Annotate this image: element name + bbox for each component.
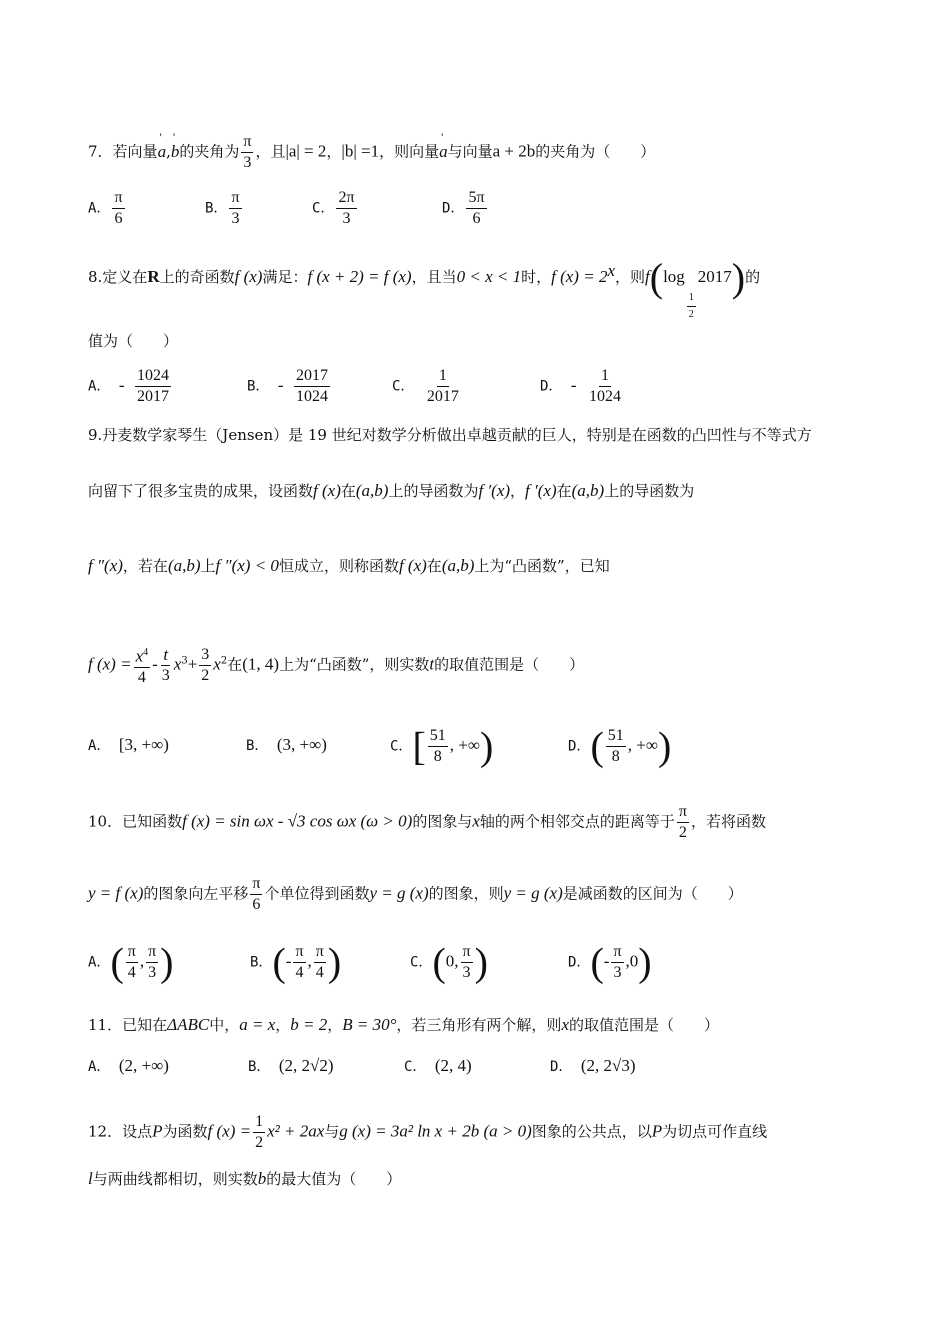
q9-text: 上 <box>200 557 216 575</box>
denominator: 3 <box>462 964 471 981</box>
point-p: P <box>651 1121 663 1141</box>
denominator: 3 <box>613 964 622 981</box>
function-y: y = f (x) <box>88 883 144 903</box>
q9-option-c[interactable] <box>390 723 494 769</box>
numerator: π <box>126 942 138 963</box>
numerator: 2π <box>336 188 356 209</box>
fraction <box>126 942 138 983</box>
q7-text: ，且 <box>255 142 286 161</box>
comma: , <box>166 142 171 161</box>
denominator: 6 <box>472 210 481 227</box>
interval: (a,b) <box>167 556 201 575</box>
left-paren: ( <box>590 723 604 769</box>
q7-text: ， <box>326 142 342 161</box>
fraction <box>229 188 241 229</box>
function: f (x) <box>398 556 427 575</box>
q8-text: 上的奇函数 <box>159 268 235 286</box>
sign: - <box>570 375 577 395</box>
fraction <box>160 645 172 686</box>
q9-text: 在 <box>340 482 356 500</box>
option-label: C． <box>312 200 335 217</box>
q9-text: ， <box>510 482 526 500</box>
right-paren: ) <box>327 939 342 985</box>
q7-text: ，则向量 <box>379 142 440 161</box>
option-label: A． <box>88 954 111 971</box>
q11-text: 中， <box>209 1016 240 1034</box>
q8-text: ，且当 <box>411 268 457 286</box>
numerator: 1024 <box>135 366 171 387</box>
q7-text: 与向量 <box>447 142 493 161</box>
question-9 <box>88 424 812 445</box>
q8-option-c[interactable] <box>392 366 463 407</box>
q10-text: 是减函数的区间为（ ） <box>562 884 743 903</box>
q9-text: 在 <box>426 557 442 575</box>
q11-option-d[interactable] <box>550 1056 636 1076</box>
denominator: 3 <box>231 210 240 227</box>
q12-text: 设点 <box>122 1122 153 1141</box>
exponent: x <box>607 261 615 280</box>
q10-option-d[interactable] <box>568 939 652 985</box>
q9-text: ，若在 <box>122 557 168 575</box>
option-label: D． <box>442 200 465 217</box>
question-number: 7． <box>88 142 113 161</box>
q10-text: ，若将函数 <box>690 812 766 831</box>
fraction <box>134 643 151 688</box>
left-paren: ( <box>590 939 604 985</box>
option-value: [3, +∞) <box>118 735 169 754</box>
variable: x <box>173 654 182 674</box>
question-number: 10． <box>88 812 123 831</box>
q12-text: 与 <box>324 1122 340 1141</box>
q11-text: 已知在 <box>122 1016 168 1034</box>
q8-text: ，则 <box>614 268 645 286</box>
q12-text: 的最大值为（ ） <box>266 1170 402 1188</box>
denominator: 8 <box>611 748 620 765</box>
denominator: 2017 <box>426 388 459 405</box>
option-value: (2, 4) <box>434 1056 472 1075</box>
option-label: B． <box>248 1059 271 1075</box>
fraction <box>293 942 305 983</box>
fraction <box>336 188 356 229</box>
numerator: π <box>241 132 253 153</box>
question-12-line2 <box>88 1168 401 1189</box>
fraction <box>466 188 486 229</box>
line-l: l <box>88 1169 93 1188</box>
denominator: 3 <box>148 964 157 981</box>
q7-option-b[interactable] <box>205 188 244 229</box>
numerator: 1 <box>437 366 449 387</box>
function-g: y = g (x) <box>369 883 429 903</box>
q12-text: 为函数 <box>162 1122 208 1141</box>
option-value: (3, +∞) <box>276 735 327 754</box>
left-paren: ( <box>432 939 446 985</box>
denominator: 3 <box>243 154 252 171</box>
q9-option-b[interactable] <box>246 735 327 755</box>
q12-text: 与两曲线都相切，则实数 <box>92 1170 258 1188</box>
condition: 0 < x < 1 <box>456 267 522 286</box>
condition: b = 2 <box>290 1015 328 1034</box>
fraction <box>677 802 689 843</box>
q9-text: 上为“凸函数”，已知 <box>474 557 610 575</box>
q11-text: ，若三角形有两个解，则 <box>396 1016 562 1034</box>
denominator: 1024 <box>295 388 328 405</box>
function-f: f <box>645 267 650 286</box>
point-p: P <box>152 1121 163 1141</box>
q7-text: 的夹角为（ ） <box>535 142 656 161</box>
function-f: f (x) = <box>207 1121 252 1141</box>
q10-text: 已知函数 <box>122 812 183 831</box>
fraction <box>428 726 448 767</box>
fraction <box>135 366 171 407</box>
numerator: 1 <box>599 366 611 387</box>
numerator: π <box>293 942 305 963</box>
second-derivative: f ″(x) <box>88 556 123 575</box>
option-label: A． <box>88 200 111 217</box>
option-value: (2, +∞) <box>118 1056 169 1075</box>
question-7 <box>88 132 655 173</box>
option-label: C． <box>390 738 413 755</box>
left-paren: ( <box>649 255 664 300</box>
q10-text: 的图象向左平移 <box>143 884 249 903</box>
option-tail: ,0 <box>625 951 639 971</box>
question-10 <box>88 802 766 843</box>
question-9-line2 <box>88 480 694 501</box>
question-12 <box>88 1112 767 1153</box>
q7-text: 的夹角为 <box>179 142 240 161</box>
numerator: π <box>229 188 241 209</box>
question-9-line3 <box>88 555 610 576</box>
sign: - <box>285 951 292 971</box>
q9-text: 9.丹麦数学家琴生（Jensen）是 19 世纪对数学分析做出卓越贡献的巨人，特别是在函数的凸凹性与不等式方 <box>88 426 812 444</box>
q9-text: 上的导函数为 <box>604 482 695 500</box>
question-11: 11．已知在ΔABC中，a = x，b = 2，B = 30°，若三角形有两个解，则x的取值范围是（ ） <box>88 1015 719 1034</box>
question-9-line4 <box>88 643 584 688</box>
right-paren: ) <box>474 939 488 985</box>
denominator: 4 <box>315 964 324 981</box>
q9-text: 的取值范围是（ ） <box>434 655 585 674</box>
real-set: R <box>147 267 160 286</box>
question-number: 12． <box>88 1122 123 1141</box>
variable-t: t <box>429 654 435 674</box>
q8-text: 8.定义在 <box>88 268 148 286</box>
fraction <box>112 188 124 229</box>
question-number: 11． <box>88 1016 123 1034</box>
sign: - <box>277 375 284 395</box>
q9-text: 在 <box>227 655 243 674</box>
option-label: A． <box>88 1059 111 1075</box>
numerator: 51 <box>428 726 448 747</box>
q10-text: 的图象与 <box>412 812 473 831</box>
denominator: 2 <box>201 667 210 685</box>
numerator: π <box>611 942 623 963</box>
interval: (a,b) <box>441 556 475 575</box>
q7-text: 若向量 <box>112 142 158 161</box>
option-label: C． <box>410 954 433 971</box>
option-label: B． <box>247 378 270 395</box>
q8-option-a[interactable] <box>88 366 173 407</box>
variable-x: x <box>561 1015 569 1034</box>
log: log <box>663 267 685 286</box>
vector-sum: a + 2b <box>492 141 536 161</box>
expression: f (x) = sin ωx - √3 cos ωx (ω > 0) <box>182 811 413 831</box>
denominator: 4 <box>127 964 136 981</box>
q11-option-a[interactable] <box>88 1056 169 1076</box>
numerator: π <box>461 942 473 963</box>
numerator: 2017 <box>294 366 330 387</box>
numerator: 3 <box>199 645 211 666</box>
exponent: 4 <box>143 647 149 658</box>
denominator: 3 <box>161 667 170 685</box>
minus: - <box>152 654 158 674</box>
fraction <box>146 942 158 983</box>
option-lead: 0, <box>445 951 459 971</box>
interval: (a,b) <box>571 481 605 500</box>
question-8 <box>88 255 761 323</box>
condition: B = 30° <box>342 1015 397 1034</box>
condition: a = x <box>239 1015 276 1034</box>
q10-text: 个单位得到函数 <box>264 884 370 903</box>
option-label: D． <box>550 1059 573 1075</box>
q8-option-d[interactable] <box>540 366 625 407</box>
fraction <box>250 874 262 915</box>
denominator: 4 <box>137 669 146 687</box>
function-g: y = g (x) <box>503 883 563 903</box>
q8-text: 时， <box>521 268 552 286</box>
numerator: 5π <box>466 188 486 209</box>
q10-option-b[interactable] <box>250 939 342 985</box>
q9-option-a[interactable] <box>88 735 169 755</box>
fraction <box>294 366 330 407</box>
option-label: D． <box>568 954 591 971</box>
numerator: π <box>677 802 689 823</box>
q7-option-d[interactable] <box>442 188 489 229</box>
q10-option-c[interactable] <box>410 939 488 985</box>
vector-b: ' b <box>171 142 180 161</box>
expression: x² + 2ax <box>267 1121 325 1141</box>
comma: , <box>307 951 312 971</box>
option-label: B． <box>246 738 269 754</box>
q9-text: 恒成立，则称函数 <box>278 557 399 575</box>
option-label: B． <box>205 200 228 217</box>
function-def: f (x) = 2 <box>551 267 608 286</box>
q9-text: 向留下了很多宝贵的成果，设函数 <box>88 482 314 500</box>
q10-text: 的图象，则 <box>428 884 504 903</box>
variable: x <box>213 654 221 674</box>
numerator: π <box>112 188 124 209</box>
vector-a: ' a <box>439 142 448 161</box>
denominator: 6 <box>252 896 261 913</box>
option-label: B． <box>250 954 273 971</box>
option-label: A． <box>88 378 111 395</box>
option-tail: , +∞ <box>627 735 658 755</box>
function: f (x) <box>234 267 263 286</box>
fraction <box>199 645 211 686</box>
variable: x <box>135 646 144 666</box>
question-8-line2 <box>88 330 178 351</box>
equation: f (x + 2) = f (x) <box>307 267 412 286</box>
numerator: π <box>314 942 326 963</box>
function-def: f (x) = <box>88 654 132 674</box>
q7-option-a[interactable] <box>88 188 127 229</box>
fraction <box>314 942 326 983</box>
q9-option-d[interactable] <box>568 723 672 769</box>
denominator: 6 <box>114 210 123 227</box>
plus: + <box>187 654 198 674</box>
q8-option-b[interactable] <box>247 366 332 407</box>
function: f (x) <box>313 481 341 500</box>
numerator: π <box>146 942 158 963</box>
q10-text: 轴的两个相邻交点的距离等于 <box>479 812 675 831</box>
right-paren: ) <box>731 255 746 300</box>
numerator: 1 <box>253 1112 265 1133</box>
right-paren: ) <box>638 939 652 985</box>
fraction <box>241 132 253 173</box>
interval: (1, 4) <box>242 654 280 674</box>
denominator: 2 <box>688 309 694 320</box>
comma: , <box>139 951 145 971</box>
variable-b: b <box>257 1169 267 1188</box>
question-10-line2 <box>88 874 743 915</box>
option-label: C． <box>404 1059 427 1075</box>
q9-text: 上为“凸函数”，则实数 <box>279 655 430 674</box>
fraction <box>425 366 461 407</box>
denominator: 3 <box>342 210 351 227</box>
q7-option-c[interactable] <box>312 188 359 229</box>
q11-option-b[interactable] <box>248 1056 334 1076</box>
right-paren: ) <box>479 723 494 769</box>
denominator: 1024 <box>588 388 621 405</box>
option-label: A． <box>88 738 111 754</box>
variable-x: x <box>472 811 480 831</box>
left-bracket: [ <box>412 723 426 769</box>
fraction <box>587 366 623 407</box>
fraction <box>606 726 626 767</box>
abs-a: |a| = 2 <box>285 141 327 161</box>
vector-a: ' a <box>158 142 167 161</box>
denominator: 4 <box>295 964 304 981</box>
numerator: 51 <box>606 726 626 747</box>
q9-text: 在 <box>556 482 572 500</box>
denominator: 2 <box>678 824 687 841</box>
fraction <box>611 942 623 983</box>
q8-text: 的 <box>745 268 761 286</box>
numerator <box>134 643 151 668</box>
option-tail: , +∞ <box>449 735 480 755</box>
numerator: 1 <box>687 290 696 307</box>
q12-text: 为切点可作直线 <box>662 1122 768 1141</box>
option-label: D． <box>568 738 591 755</box>
fraction <box>461 942 473 983</box>
exponent: 3 <box>181 655 188 667</box>
option-value: (2, 2√3) <box>580 1056 636 1075</box>
log-argument: 2017 <box>697 267 732 286</box>
log-base <box>687 290 696 323</box>
interval: (a,b) <box>355 481 389 500</box>
sign: - <box>118 375 125 395</box>
sign: - <box>603 951 610 971</box>
numerator: π <box>250 874 262 895</box>
left-paren: ( <box>272 939 286 985</box>
q10-option-a[interactable] <box>88 939 174 985</box>
option-label: D． <box>540 378 563 395</box>
right-paren: ) <box>657 723 672 769</box>
option-label: C． <box>392 378 415 395</box>
exponent: 2 <box>220 655 228 667</box>
q12-text: 图象的公共点，以 <box>531 1122 652 1141</box>
denominator: 8 <box>433 748 442 765</box>
q8-text: 满足： <box>262 268 308 286</box>
right-paren: ) <box>160 939 174 985</box>
q8-text: 值为（ ） <box>88 332 179 350</box>
q11-text: 的取值范围是（ ） <box>568 1016 719 1034</box>
triangle: ΔABC <box>167 1015 210 1034</box>
denominator: 2017 <box>136 388 169 405</box>
option-value: (2, 2√2) <box>278 1056 334 1075</box>
derivative: f ′(x) <box>525 481 557 500</box>
q11-option-c[interactable] <box>404 1056 472 1076</box>
inequality: f ″(x) < 0 <box>215 556 279 575</box>
function-g: g (x) = 3a² ln x + 2b (a > 0) <box>339 1121 532 1141</box>
left-paren: ( <box>110 939 124 985</box>
q9-text: 上的导函数为 <box>388 482 479 500</box>
numerator: t <box>163 645 169 665</box>
denominator: 2 <box>255 1134 264 1151</box>
derivative: f ′(x) <box>478 481 511 500</box>
abs-b: |b| =1 <box>341 141 380 161</box>
fraction <box>253 1112 265 1153</box>
